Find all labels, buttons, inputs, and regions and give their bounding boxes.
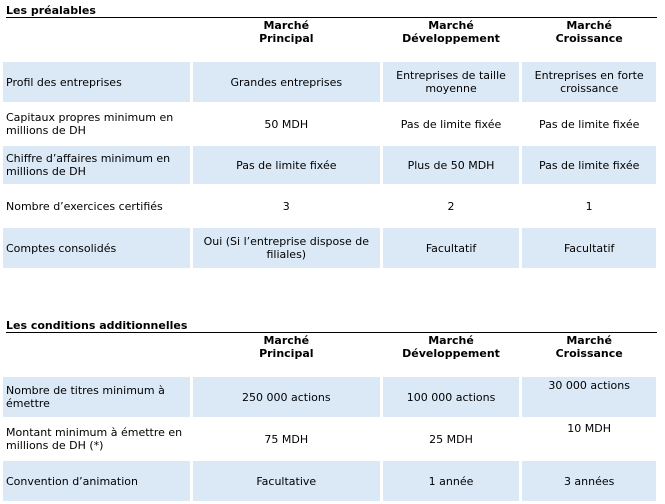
section-title-conditions: Les conditions additionnelles	[6, 319, 188, 332]
cell-developpement: Entreprises de taille moyenne	[383, 62, 520, 102]
col-header-line: Croissance	[555, 32, 623, 45]
header-empty	[3, 19, 190, 59]
row-label: Convention d’animation	[3, 461, 190, 501]
header-row	[3, 19, 656, 59]
cell-developpement: Facultatif	[383, 228, 520, 268]
table-row	[3, 105, 656, 143]
table-row	[3, 228, 656, 268]
cell-croissance: 10 MDH	[522, 420, 656, 458]
table-row	[3, 377, 656, 417]
cell-developpement: 1 année	[383, 461, 520, 501]
cell-croissance: 30 000 actions	[522, 377, 656, 417]
cell-croissance: Entreprises en forte croissance	[522, 62, 656, 102]
cell-croissance: 3 années	[522, 461, 656, 501]
cell-principal: Facultative	[193, 461, 380, 501]
cell-developpement: 25 MDH	[383, 420, 520, 458]
row-label: Capitaux propres minimum en millions de DH	[3, 105, 190, 143]
row-label: Montant minimum à émettre en millions de DH (*)	[3, 420, 190, 458]
cell-developpement: 100 000 actions	[383, 377, 520, 417]
row-label: Nombre d’exercices certifiés	[3, 187, 190, 225]
section-title-prealables: Les préalables	[6, 4, 96, 17]
col-header-line: Marché	[566, 334, 612, 347]
col-header-line: Marché	[263, 334, 310, 347]
table-row	[3, 420, 656, 458]
cell-croissance: Pas de limite fixée	[522, 146, 656, 184]
col-header-line: Principal	[259, 347, 314, 360]
cell-principal: 75 MDH	[193, 420, 380, 458]
table-row	[3, 187, 656, 225]
table-row	[3, 62, 656, 102]
col-header-croissance	[522, 334, 656, 374]
col-header-principal	[193, 19, 380, 59]
conditions-table	[0, 331, 659, 504]
table-row	[3, 461, 656, 501]
col-header-line: Marché	[428, 334, 474, 347]
col-header-line: Marché	[428, 19, 474, 32]
cell-croissance: Facultatif	[522, 228, 656, 268]
cell-principal: Grandes entreprises	[193, 62, 380, 102]
cell-croissance: 1	[522, 187, 656, 225]
row-label: Profil des entreprises	[3, 62, 190, 102]
col-header-developpement	[383, 19, 520, 59]
prealables-table	[0, 16, 659, 271]
cell-developpement: Plus de 50 MDH	[383, 146, 520, 184]
cell-developpement: 2	[383, 187, 520, 225]
cell-principal: Oui (Si l’entreprise dispose de filiales)	[193, 228, 380, 268]
col-header-developpement	[383, 334, 520, 374]
col-header-line: Développement	[402, 347, 500, 360]
cell-developpement: Pas de limite fixée	[383, 105, 520, 143]
col-header-line: Principal	[259, 32, 314, 45]
cell-principal: 3	[193, 187, 380, 225]
table-row	[3, 146, 656, 184]
row-label: Nombre de titres minimum à émettre	[3, 377, 190, 417]
header-empty	[3, 334, 190, 374]
col-header-croissance	[522, 19, 656, 59]
cell-principal: 50 MDH	[193, 105, 380, 143]
row-label: Comptes consolidés	[3, 228, 190, 268]
col-header-line: Croissance	[555, 347, 623, 360]
col-header-principal	[193, 334, 380, 374]
col-header-line: Marché	[263, 19, 310, 32]
header-row	[3, 334, 656, 374]
cell-principal: 250 000 actions	[193, 377, 380, 417]
col-header-line: Marché	[566, 19, 612, 32]
cell-principal: Pas de limite fixée	[193, 146, 380, 184]
col-header-line: Développement	[402, 32, 500, 45]
cell-croissance: Pas de limite fixée	[522, 105, 656, 143]
row-label: Chiffre d’affaires minimum en millions de DH	[3, 146, 190, 184]
